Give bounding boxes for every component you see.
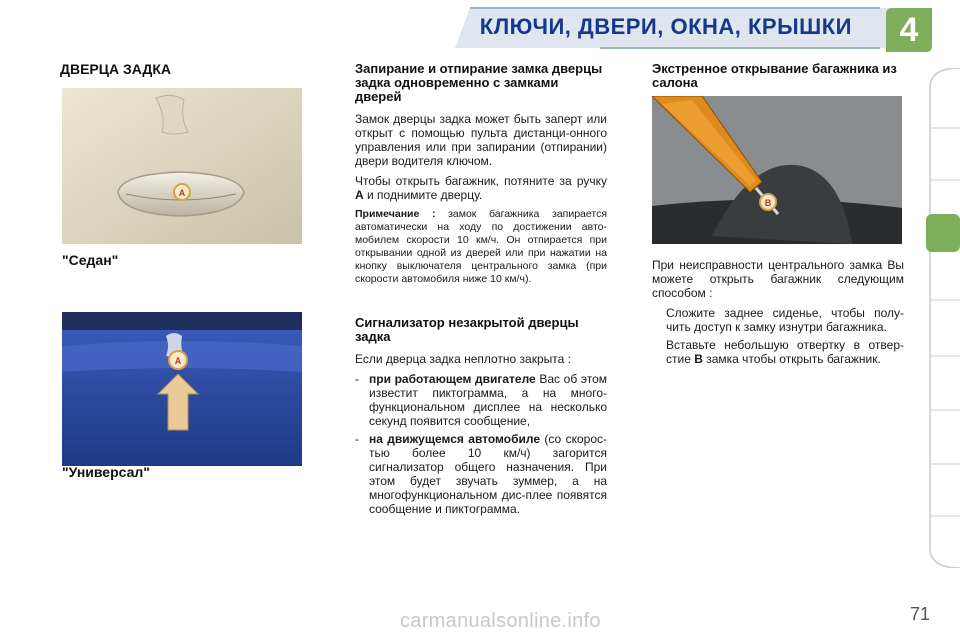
alarm-b2-bold: на движущемся автомобиле [369,432,541,446]
screwdriver-illustration [652,96,902,244]
emergency-text [652,258,904,370]
caption-wagon: "Универсал" [62,464,150,480]
chapter-title: КЛЮЧИ, ДВЕРИ, ОКНА, КРЫШКИ [479,14,852,39]
emergency-b1-text: Сложите заднее сиденье, чтобы полу-чить доступ к замку изнутри багажника. [666,306,904,334]
screwdriver-photo [652,96,902,244]
emergency-b2-end: замка чтобы открыть багажник. [706,352,881,366]
label-a-sedan: A [178,188,186,198]
dash-mark: - [355,432,359,446]
lock-paragraph-2 [355,174,607,202]
lock-p2-end: и поднимите дверцу. [367,188,483,202]
lock-p2-text: Чтобы открыть багажник, потяните за ручку [355,174,607,188]
page-header [0,0,960,56]
page-number: 71 [909,604,930,624]
alarm-b2-text: (со скорос-тью более 10 км/ч) загорится сигнализатор общего назначения. При этом будет звучать зуммер, а на многофункциональном дис-плее появятся сообщение и пиктограмма. [369,432,608,516]
alarm-intro: Если дверца задка неплотно закрыта : [355,352,571,366]
active-chapter-tab[interactable] [926,214,960,252]
dash-mark: - [355,372,359,386]
chapter-number: 4 [899,11,919,49]
right-column [652,62,904,90]
bullet-mark [652,306,666,334]
note-text: замок багажника запирается автоматически на ходу по достижении авто-мобилем скорости 10 км/ч. Он отпирается при открывании одной из дверей или при нажатии на кнопку выключателя центрального замка (при скорости автомобиля ниже 10 км/ч). [355,208,608,285]
note-label: Примечание : [355,208,436,220]
label-a-wagon: A [174,356,182,366]
note-paragraph [355,208,607,286]
bullet-mark [652,338,666,366]
middle-column [355,62,607,292]
lock-p2-bold: A [355,188,364,202]
wagon-trunk-illustration [62,312,302,466]
alarm-bullet-engine [355,372,607,428]
alarm-b1-bold: при работающем двигателе [369,372,536,386]
emergency-paragraph: При неисправности центрального замка Вы можете открыть багажник следующим способом : [652,258,904,300]
emergency-b2-text: Вставьте небольшую отвертку в отвер-стие [666,338,904,366]
emergency-section-title: Экстренное открывание багажника из салона [652,61,897,90]
alarm-section-title: Сигнализатор незакрытой дверцы задка [355,315,579,344]
lock-paragraph-1: Замок дверцы задка может быть заперт или открыт с помощью пульта дистанци-онного управления или при запирании (отпирании) двери водителя ключом. [355,112,607,168]
alarm-bullet-moving [355,432,607,516]
chapter-side-tabs [926,68,960,568]
sedan-trunk-photo [62,88,302,244]
lock-section-title: Запирание и отпирание замка дверцы задка одновременно с замками дверей [355,61,603,104]
watermark: carmanualsonline.info [400,610,601,632]
alarm-section [355,316,607,520]
wagon-trunk-photo [62,312,302,466]
emergency-b2-bold: B [694,352,703,366]
left-column [60,62,320,76]
caption-sedan: "Седан" [62,252,119,268]
sedan-trunk-illustration [62,88,302,244]
section-title: ДВЕРЦА ЗАДКА [60,61,172,77]
emergency-bullet-1 [652,306,904,334]
alarm-b1-text: Вас об этом известит пиктограмма, а на много-функциональном дисплее на несколько секунд появится сообщение, [369,372,607,428]
label-b: B [764,198,772,208]
emergency-bullet-2 [652,338,904,366]
